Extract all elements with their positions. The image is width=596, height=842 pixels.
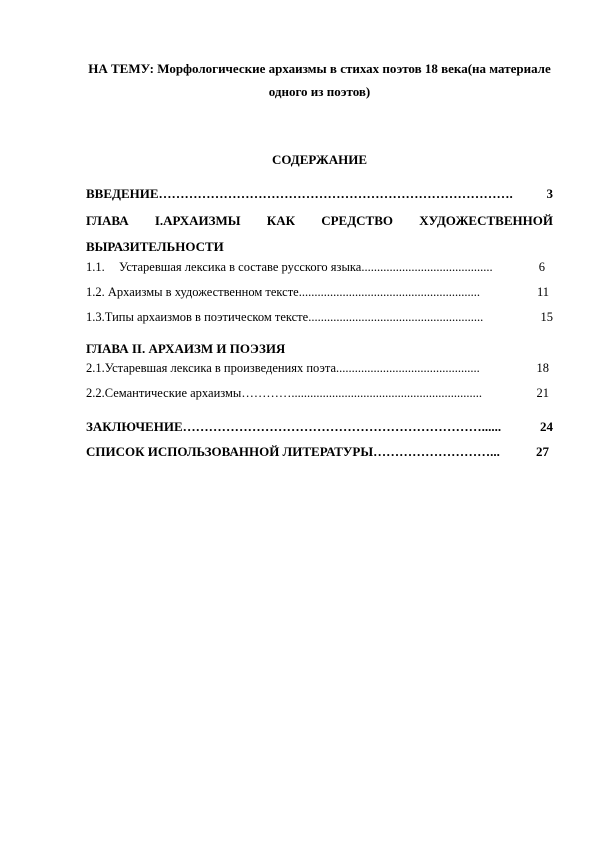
toc-dot-leader: ……………………………………………………………...... [182, 419, 502, 434]
chapter-1-title-line-1 [86, 208, 553, 234]
toc-page-number: 27 [536, 444, 549, 459]
toc-page-number: 21 [536, 386, 549, 400]
toc-entry-1-1 [86, 260, 553, 285]
chapter-1-word: ГЛАВА [86, 213, 129, 228]
chapter-1-word: ХУДОЖЕСТВЕННОЙ [419, 213, 553, 228]
toc-page-number: 24 [540, 419, 553, 434]
toc-dot-leader: .............................................. [336, 361, 480, 375]
toc-dot-leader: ………………………... [373, 444, 500, 459]
toc-dot-leader: .......................................................... [298, 285, 480, 299]
toc-entry-1-2 [86, 285, 553, 310]
toc-dot-leader: .......................................... [361, 260, 493, 274]
toc-page-number: 3 [546, 186, 553, 201]
toc-label-group [86, 260, 361, 275]
chapter-1-word: I.АРХАИЗМЫ [154, 213, 241, 228]
toc-entry-1-3 [86, 310, 553, 336]
toc-entry-2-2 [86, 386, 553, 411]
toc-page-number: 6 [538, 260, 545, 274]
toc-label: 2.1.Устаревшая лексика в произведениях поэта [86, 361, 336, 375]
toc-entry-intro [86, 186, 553, 208]
toc-dot-leader: ………………………………………………………………………. [158, 186, 513, 201]
toc-label: ЗАКЛЮЧЕНИЕ [86, 419, 183, 434]
toc-label: 1.2. Архаизмы в художественном тексте [86, 285, 299, 299]
chapter-1-word: СРЕДСТВО [321, 213, 394, 228]
toc-entry-chapter-1 [86, 208, 553, 260]
table-of-contents [86, 186, 553, 469]
toc-page-number: 18 [536, 361, 549, 375]
toc-entry-chapter-2: ГЛАВА II. АРХАИЗМ И ПОЭЗИЯ [86, 341, 286, 356]
toc-page-number: 11 [536, 285, 549, 299]
toc-label: СПИСОК ИСПОЛЬЗОВАННОЙ ЛИТЕРАТУРЫ [86, 444, 374, 459]
toc-dot-leader: …………............................................................. [241, 386, 482, 400]
toc-dot-leader: ........................................................ [308, 310, 484, 324]
toc-label: ВВЕДЕНИЕ [86, 186, 159, 201]
toc-label: 2.2.Семантические архаизмы [86, 386, 242, 400]
toc-entry-2-1 [86, 361, 553, 386]
toc-entry-conclusion [86, 419, 553, 444]
toc-label: Устаревшая лексика в составе русского языка [119, 260, 362, 274]
toc-page-number: 15 [540, 310, 553, 324]
toc-number: 1.1. [86, 260, 105, 274]
contents-heading: СОДЕРЖАНИЕ [271, 152, 368, 167]
document-title: НА ТЕМУ: Морфологические архаизмы в стихах поэтов 18 века(на материале одного из поэтов) [88, 61, 551, 99]
chapter-1-title-line-2: ВЫРАЗИТЕЛЬНОСТИ [86, 239, 224, 254]
toc-entry-references [86, 444, 553, 469]
chapter-1-word: КАК [266, 213, 296, 228]
toc-label: 1.3.Типы архаизмов в поэтическом тексте [86, 310, 309, 324]
